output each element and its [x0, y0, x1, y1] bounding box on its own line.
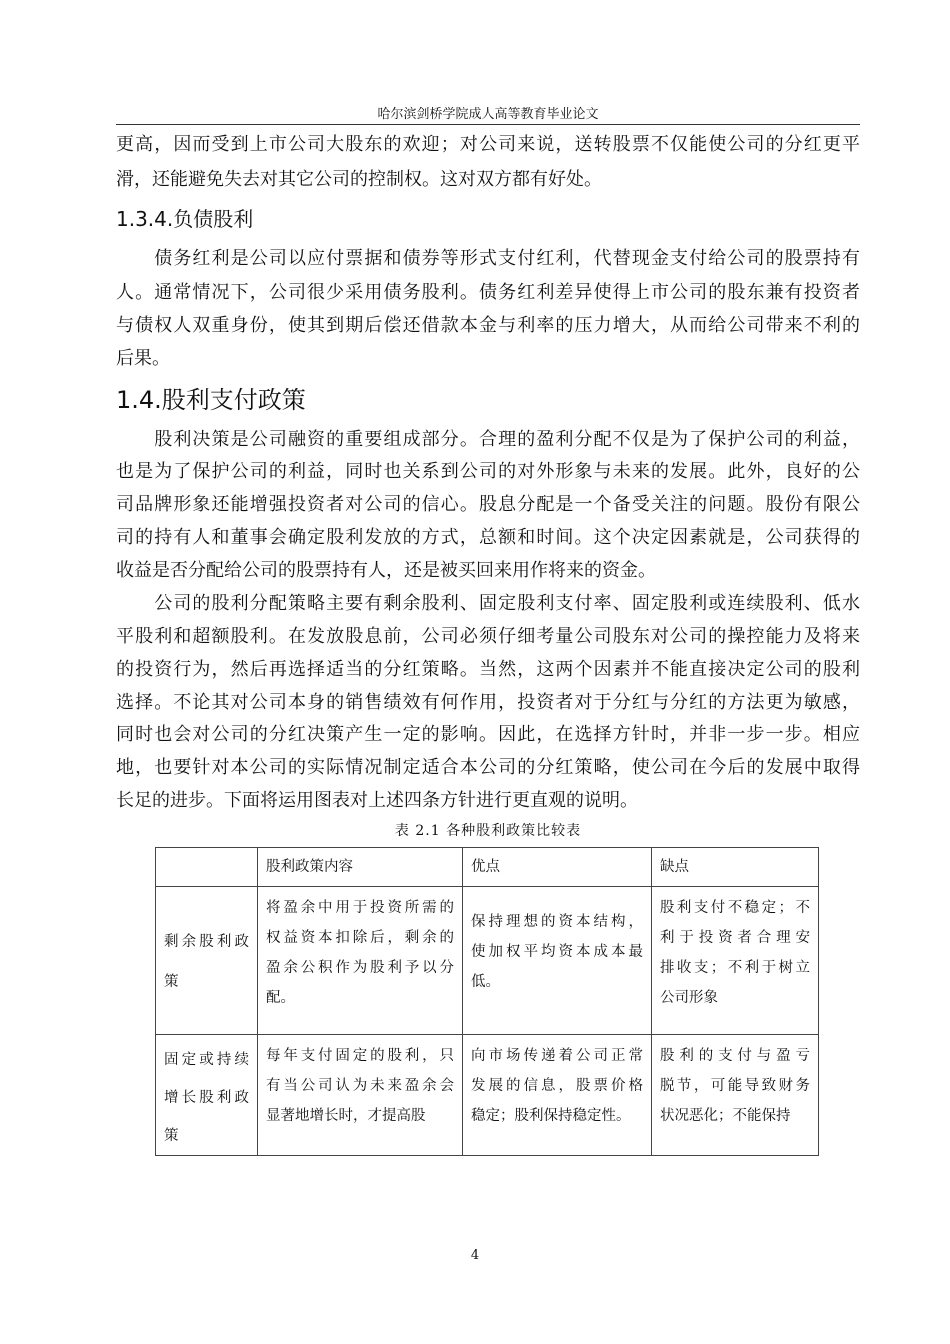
paragraph-line: 也是为了保护公司的利益，同时也关系到公司的对外形象与未来的发展。此外，良好的公	[116, 461, 860, 482]
cell-line: 排收支；不利于树立	[660, 960, 810, 976]
paragraph-line: 公司的股利分配策略主要有剩余股利、固定股利支付率、固定股利或连续股利、低水	[116, 593, 860, 614]
cell-line: 公司形象	[660, 990, 718, 1006]
cell-line: 保持理想的资本结构，	[471, 914, 643, 930]
cell-line: 增长股利政	[164, 1090, 249, 1106]
paragraph-line: 长足的进步。下面将运用图表对上述四条方针进行更直观的说明。	[116, 790, 638, 811]
page-number: 4	[470, 1248, 480, 1263]
paragraph-line: 选择。不论其对公司本身的销售绩效有何作用，投资者对于分红与分红的方法更为敏感，	[116, 692, 860, 713]
cell-line: 策	[164, 1128, 179, 1144]
paragraph-line: 滑，还能避免失去对其它公司的控制权。这对双方都有好处。	[116, 169, 602, 190]
paragraph-line: 债务红利是公司以应付票据和债券等形式支付红利，代替现金支付给公司的股票持有	[116, 248, 860, 269]
table-caption: 表 2.1 各种股利政策比较表	[394, 823, 582, 839]
table-header-row	[156, 848, 819, 887]
table-cell	[258, 1035, 463, 1156]
cell-line: 向市场传递着公司正常	[471, 1048, 643, 1064]
policy-name-cell	[156, 1035, 258, 1156]
section-heading-1-3-4: 1.3.4.负债股利	[116, 207, 254, 231]
table-cell	[652, 887, 819, 1035]
paragraph-line: 更高，因而受到上市公司大股东的欢迎；对公司来说，送转股票不仅能使公司的分红更平	[116, 134, 860, 155]
table-cell	[258, 887, 463, 1035]
cell-line: 稳定；股利保持稳定性。	[471, 1108, 631, 1124]
paragraph-line: 地，也要针对本公司的实际情况制定适合本公司的分红策略，使公司在今后的发展中取得	[116, 757, 860, 778]
cell-line: 有当公司认为未来盈余会	[266, 1078, 454, 1094]
table-header-cell: 缺点	[652, 848, 819, 887]
table-row	[156, 887, 819, 1035]
section-heading-1-4: 1.4.股利支付政策	[116, 386, 306, 414]
cell-line: 状况恶化；不能保持	[660, 1108, 791, 1124]
table-header-cell	[156, 848, 258, 887]
cell-line: 股利支付不稳定；不	[660, 900, 810, 916]
table-header-cell: 优点	[463, 848, 652, 887]
cell-line: 股利的支付与盈亏	[660, 1048, 810, 1064]
paragraph-line: 人。通常情况下，公司很少采用债务股利。债务红利差异使得上市公司的股东兼有投资者	[116, 282, 860, 303]
paragraph-line: 收益是否分配给公司的股票持有人，还是被买回来用作将来的资金。	[116, 560, 656, 581]
paragraph-line: 与债权人双重身份，使其到期后偿还借款本金与利率的压力增大，从而给公司带来不利的	[116, 315, 860, 336]
paragraph-line: 平股利和超额股利。在发放股息前，公司必须仔细考量公司股东对公司的操控能力及将来	[116, 626, 860, 647]
cell-line: 盈余公积作为股利予以分	[266, 960, 454, 976]
header-divider	[116, 124, 860, 125]
cell-line: 将盈余中用于投资所需的	[266, 900, 454, 916]
paragraph-line: 司品牌形象还能增强投资者对公司的信心。股息分配是一个备受关注的问题。股份有限公	[116, 494, 860, 515]
table-cell	[463, 1035, 652, 1156]
cell-line: 利于投资者合理安	[660, 930, 810, 946]
cell-line: 使加权平均资本成本最	[471, 944, 643, 960]
paragraph-line: 的投资行为，然后再选择适当的分红策略。当然，这两个因素并不能直接决定公司的股利	[116, 659, 860, 680]
table-header-cell: 股利政策内容	[258, 848, 463, 887]
cell-line: 脱节，可能导致财务	[660, 1078, 810, 1094]
cell-line: 权益资本扣除后，剩余的	[266, 930, 454, 946]
cell-line: 发展的信息，股票价格	[471, 1078, 643, 1094]
running-header: 哈尔滨剑桥学院成人高等教育毕业论文	[377, 107, 599, 122]
cell-line: 剩余股利政	[164, 934, 249, 950]
table-cell	[463, 887, 652, 1035]
paragraph-line: 后果。	[116, 348, 170, 369]
cell-line: 策	[164, 974, 179, 990]
cell-line: 配。	[266, 990, 295, 1006]
cell-line: 显著地增长时，才提高股	[266, 1108, 426, 1124]
policy-name-cell	[156, 887, 258, 1035]
paragraph-line: 司的持有人和董事会确定股利发放的方式，总额和时间。这个决定因素就是，公司获得的	[116, 527, 860, 548]
table-cell	[652, 1035, 819, 1156]
cell-line: 每年支付固定的股利，只	[266, 1048, 454, 1064]
cell-line: 固定或持续	[164, 1052, 249, 1068]
table-row	[156, 1035, 819, 1156]
cell-line: 低。	[471, 974, 500, 990]
paragraph-line: 同时也会对公司的分红决策产生一定的影响。因此，在选择方针时，并非一步一步。相应	[116, 724, 860, 745]
paragraph-line: 股利决策是公司融资的重要组成部分。合理的盈利分配不仅是为了保护公司的利益，	[116, 429, 860, 450]
dividend-policy-table	[155, 847, 819, 1156]
